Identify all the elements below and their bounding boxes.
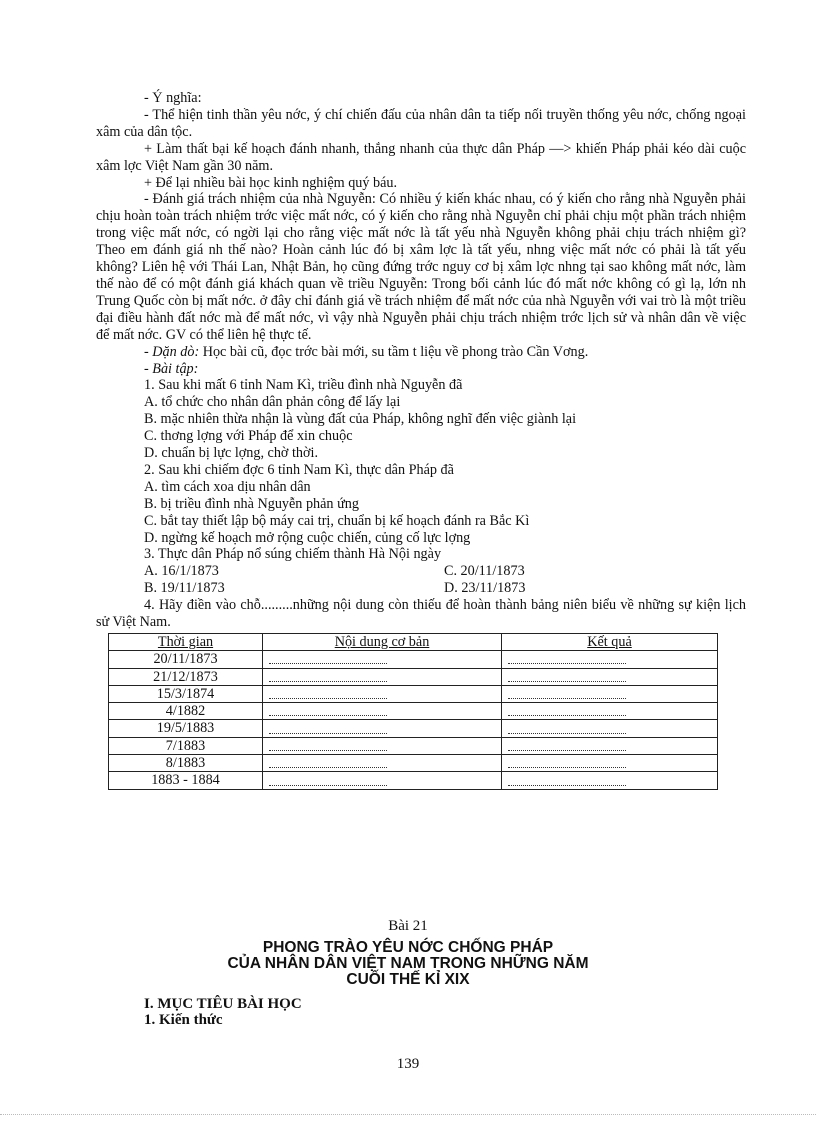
section-heading-objectives: I. MỤC TIÊU BÀI HỌC [144, 996, 302, 1012]
result-blank [502, 685, 718, 702]
question-2-option-a: A. tìm cách xoa dịu nhân dân [144, 478, 311, 495]
question-2-option-d: D. ngừng kế hoạch mở rộng cuộc chiến, củng cố lực lợng [144, 529, 471, 546]
dotted-blank [269, 654, 387, 664]
content-blank [263, 772, 502, 789]
dotted-blank [269, 689, 387, 699]
timeline-table [108, 633, 718, 790]
question-3-option-c: C. 20/11/1873 [444, 563, 525, 580]
table-row [109, 737, 718, 754]
y-nghia-paragraph-3: + Để lại nhiều bài học kinh nghiệm quý báu. [144, 174, 398, 191]
table-row [109, 772, 718, 789]
dotted-blank [269, 758, 387, 768]
question-1-option-a: A. tổ chức cho nhân dân phản công để lấy lại [144, 394, 401, 411]
y-nghia-paragraph-2: + Làm thất bại kế hoạch đánh nhanh, thắng nhanh của thực dân Pháp —> khiến Pháp phải kéo dài cuộc xâm lợc Việt Nam gần 30 năm. [96, 140, 746, 174]
table-row [109, 668, 718, 685]
question-1-option-d: D. chuẩn bị lực lợng, chờ thời. [144, 445, 319, 462]
table-row [109, 685, 718, 702]
question-1-option-c: C. thơng lợng với Pháp để xin chuộc [144, 428, 353, 445]
header-time: Thời gian [109, 634, 263, 651]
result-blank [502, 772, 718, 789]
question-3-option-d: D. 23/11/1873 [444, 580, 526, 597]
date-cell: 19/5/1883 [109, 720, 263, 737]
lesson-title-line-2: CỦA NHÂN DÂN VIỆT NAM TRONG NHỮNG NĂM [227, 955, 589, 972]
question-1-option-b: B. mặc nhiên thừa nhận là vùng đất của Pháp, không nghĩ đến việc giành lại [144, 411, 577, 428]
subsection-heading-knowledge: 1. Kiến thức [144, 1012, 223, 1028]
date-cell: 20/11/1873 [109, 651, 263, 668]
dotted-blank [269, 776, 387, 786]
question-1: 1. Sau khi mất 6 tỉnh Nam Kì, triều đình nhà Nguyễn đã [144, 377, 463, 394]
question-2-option-b: B. bị triều đình nhà Nguyễn phản ứng [144, 495, 359, 512]
result-blank [502, 703, 718, 720]
dan-do-label: - Dặn dò: [144, 343, 200, 360]
lesson-title-line-3: CUỐI THẾ KỈ XIX [346, 971, 470, 988]
date-cell: 21/12/1873 [109, 668, 263, 685]
page-number: 139 [396, 1056, 420, 1072]
dotted-blank [508, 654, 626, 664]
table-row [109, 703, 718, 720]
lesson-number: Bài 21 [388, 918, 428, 934]
content-blank [263, 651, 502, 668]
dotted-blank [508, 706, 626, 716]
dotted-blank [508, 741, 626, 751]
question-2-option-c: C. bắt tay thiết lập bộ máy cai trị, chuẩn bị kế hoạch đánh ra Bắc Kì [144, 512, 530, 529]
question-3-option-a: A. 16/1/1873 [144, 563, 219, 580]
dan-do-text: Học bài cũ, đọc trớc bài mới, su tầm t liệu về phong trào Cần Vơng. [199, 343, 589, 360]
question-4: 4. Hãy điền vào chỗ.........những nội dung còn thiếu để hoàn thành bảng niên biểu về những sự kiện lịch sử Việt Nam. [96, 597, 746, 631]
content-blank [263, 737, 502, 754]
dotted-blank [508, 776, 626, 786]
header-content: Nội dung cơ bản [263, 634, 502, 651]
table-row [109, 651, 718, 668]
result-blank [502, 651, 718, 668]
date-cell: 4/1882 [109, 703, 263, 720]
danh-gia-paragraph: - Đánh giá trách nhiệm của nhà Nguyễn: Có nhiều ý kiến khác nhau, có ý kiến cho rằng nhà Nguyễn phải chịu hoàn toàn trách nhiệm trớc việc mất nớc, có ý kiến cho rằng nhà Nguyễn chỉ phải chịu một phần trách nhiệm trong việc mất nớc, có ngời lại cho rằng việc mất nớc là tất yếu nhà Nguyễn không phải chịu trách nhiệm gì? Theo em đánh giá nh thế nào? Hoàn cảnh lúc đó bị xâm lợc là tất yếu, nhng việc mất nớc có phải là tất yếu không? Liên hệ với Thái Lan, Nhật Bản, họ cũng đứng trớc nguy cơ bị xâm lợc nhng tại sao không mất nớc, làm thế nào để có một đánh giá khách quan về triều Nguyễn: Trong bối cảnh lúc đó mất nớc không có gì lạ, lớn nh Trung Quốc còn bị mất nớc. ở đây chỉ đánh giá về trách nhiệm để mất nớc của nhà Nguyễn với vai trò là một triều đại điều hành đất nớc mà để mất nớc, vì vậy nhà Nguyễn phải chịu trách nhiệm trớc lịch sử và nhân dân về việc để mất nớc. GV có thể liên hệ thực tế. [96, 191, 746, 343]
dan-do-paragraph [96, 344, 746, 361]
date-cell: 8/1883 [109, 755, 263, 772]
date-cell: 1883 - 1884 [109, 772, 263, 789]
dotted-blank [508, 689, 626, 699]
result-blank [502, 720, 718, 737]
result-blank [502, 668, 718, 685]
dotted-blank [269, 672, 387, 682]
content-blank [263, 703, 502, 720]
question-3: 3. Thực dân Pháp nổ súng chiếm thành Hà Nội ngày [144, 546, 442, 563]
question-3-options-row-2 [96, 580, 746, 597]
timeline-header-row [109, 634, 718, 651]
dotted-blank [269, 724, 387, 734]
dotted-blank [269, 741, 387, 751]
dotted-blank [508, 758, 626, 768]
lesson-body [96, 90, 746, 790]
table-row [109, 720, 718, 737]
bai-tap-label: - Bài tập: [144, 360, 199, 377]
content-blank [263, 720, 502, 737]
y-nghia-label: - Ý nghĩa: [144, 90, 202, 106]
content-blank [263, 685, 502, 702]
dotted-blank [508, 672, 626, 682]
header-result: Kết quả [502, 634, 718, 651]
question-2: 2. Sau khi chiếm đợc 6 tỉnh Nam Kì, thực dân Pháp đã [144, 461, 454, 478]
dotted-blank [269, 706, 387, 716]
question-3-options-row-1 [96, 563, 746, 580]
lesson-title [0, 940, 816, 988]
lesson-title-line-1: PHONG TRÀO YÊU NỚC CHỐNG PHÁP [262, 939, 554, 956]
result-blank [502, 737, 718, 754]
content-blank [263, 755, 502, 772]
content-blank [263, 668, 502, 685]
date-cell: 15/3/1874 [109, 685, 263, 702]
question-3-option-b: B. 19/11/1873 [144, 580, 225, 597]
y-nghia-paragraph-1: - Thể hiện tinh thần yêu nớc, ý chí chiến đấu của nhân dân ta tiếp nối truyền thống yêu nớc, chống ngoại xâm của dân tộc. [96, 106, 746, 140]
dotted-blank [508, 724, 626, 734]
page-bottom-divider [0, 1114, 816, 1115]
date-cell: 7/1883 [109, 737, 263, 754]
table-row [109, 755, 718, 772]
result-blank [502, 755, 718, 772]
